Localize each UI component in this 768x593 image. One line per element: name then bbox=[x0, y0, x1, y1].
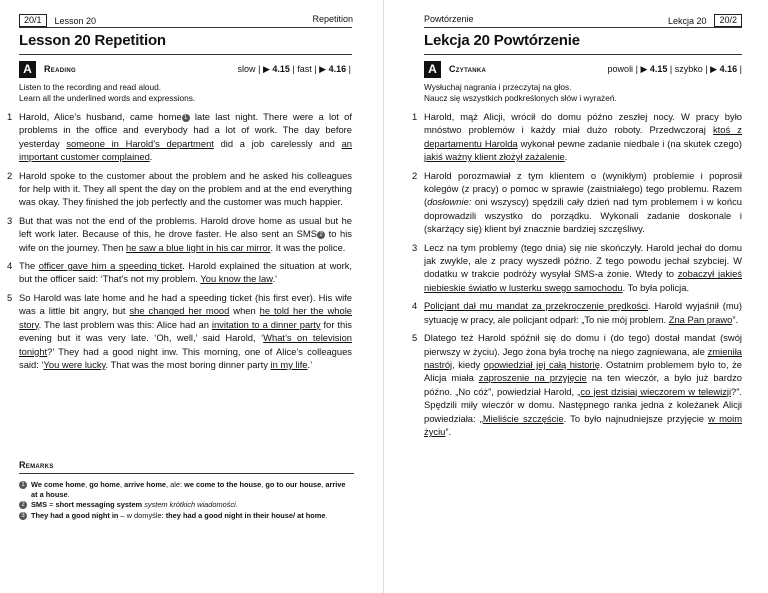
remarks-title: Remarks bbox=[19, 460, 54, 470]
instruction-line: Wysłuchaj nagrania i przeczytaj na głos. bbox=[424, 82, 572, 92]
track-fast: 4.16 bbox=[328, 64, 347, 74]
paragraph-number: 3 bbox=[412, 241, 418, 253]
text-run: The bbox=[19, 260, 39, 272]
underlined-phrase: zmieniła nastrój bbox=[424, 345, 742, 370]
text-run: when bbox=[229, 305, 260, 317]
instructions bbox=[19, 82, 195, 104]
header-topic bbox=[312, 14, 353, 24]
footnote-marker-icon: 1 bbox=[19, 481, 27, 489]
bold-phrase: they had a good night in their house/ at home bbox=[165, 510, 326, 520]
text-run: ?’ They had a good night inw. This morning, one of Alice’s colleagues said: ‘ bbox=[19, 345, 352, 370]
text-run: , bbox=[261, 480, 266, 489]
text-run: , bbox=[85, 480, 90, 489]
bold-phrase: short messaging system bbox=[55, 500, 143, 510]
separator: | bbox=[739, 64, 742, 74]
page-number: 20/2 bbox=[714, 14, 742, 27]
paragraph bbox=[412, 110, 742, 164]
text-run: Harold, Alice’s husband, came home bbox=[19, 111, 182, 122]
right-header bbox=[424, 14, 474, 24]
paragraph bbox=[7, 214, 352, 254]
paragraph bbox=[7, 169, 352, 209]
page-title: Lesson 20 Repetition bbox=[19, 32, 166, 49]
footnote-marker-icon: 1 bbox=[182, 114, 190, 122]
separator: | bbox=[292, 64, 295, 74]
speed-slow-label: powoli bbox=[607, 64, 634, 74]
section-name: Reading bbox=[44, 64, 76, 74]
section-name: Czytanka bbox=[449, 64, 487, 74]
text-run: na ten wieczór, a było już bardzo późno. „No cóż”, powiedział Harold, „ bbox=[424, 372, 743, 397]
paragraph bbox=[7, 110, 352, 164]
remark-item bbox=[19, 511, 354, 521]
underlined-phrase: he saw a blue light in his car mirror bbox=[126, 241, 271, 253]
text-run: for this evening but it was very late. ‘Oh, well,’ said Harold, ‘ bbox=[19, 318, 352, 344]
text-run: , ale: bbox=[166, 480, 185, 489]
instructions bbox=[424, 82, 617, 104]
text-run: So Harold was late home and he had a speeding ticket (his first ever). His wife was a little bit angry, but bbox=[19, 291, 352, 317]
underlined-phrase: co jest dzisiaj wieczorem w telewizji bbox=[580, 385, 732, 397]
text-run: , bbox=[119, 480, 125, 489]
underlined-phrase: opowiedział jej całą historię bbox=[483, 358, 600, 370]
audio-speeds bbox=[238, 64, 351, 75]
speed-fast-label: fast bbox=[297, 64, 312, 74]
text-run: Dlatego też Harold spóźnił się do domu i (do tego) dostał mandat (swój pierwszy w życiu). Jego żona była trochę na niego zagniewana, ale bbox=[424, 332, 742, 357]
paragraph-number: 1 bbox=[7, 111, 13, 122]
play-icon[interactable]: ▶ bbox=[262, 64, 270, 74]
text-run: late last night. There were a lot of problems in the office and everybody had a lot of work. The day before yesterday bbox=[19, 111, 352, 149]
underlined-phrase: in my life bbox=[270, 358, 308, 370]
underlined-phrase: she changed her mood bbox=[129, 305, 230, 317]
text-run: . bbox=[564, 151, 568, 163]
underlined-phrase: he told her the whole story bbox=[19, 305, 352, 330]
text-run: wykonał pewne zadanie niedbale i (na skutek czego) bbox=[517, 137, 742, 149]
header-rule bbox=[424, 27, 742, 28]
play-icon[interactable]: ▶ bbox=[710, 64, 718, 74]
section-letter: A bbox=[19, 61, 36, 78]
text-run: oni wszyscy) spędzili cały dzień nad tym problemem i w końcu doprowadzili wszystko do porządku. Wykonali zadanie doskonale i (skarżący się) klient był znacznie bardziej szczęśliwy. bbox=[424, 196, 742, 235]
separator: | bbox=[348, 64, 351, 74]
remarks-list bbox=[19, 480, 354, 520]
text-run: . To było najnudniejsze przyjęcie bbox=[563, 412, 709, 424]
text-run: . bbox=[325, 510, 328, 520]
underlined-phrase: w moim życiu bbox=[424, 412, 742, 437]
instruction-line: Listen to the recording and read aloud. bbox=[19, 82, 162, 92]
paragraph bbox=[7, 291, 352, 371]
text-run: . bbox=[235, 500, 238, 510]
paragraph-number: 4 bbox=[7, 260, 13, 272]
bold-phrase: arrive home bbox=[124, 480, 166, 489]
page-number: 20/1 bbox=[19, 14, 47, 27]
audio-speeds bbox=[608, 64, 742, 75]
section-rule bbox=[19, 54, 352, 55]
left-header bbox=[19, 14, 96, 27]
text-run: But that was not the end of the problems. Harold drove home as usual but he left work later. Because of this, he drove faster. He also sent an SMS bbox=[19, 214, 352, 240]
speed-fast-label: szybko bbox=[674, 64, 703, 74]
bold-phrase: We come home bbox=[31, 480, 86, 489]
underlined-phrase: zaproszenie na przyjęcie bbox=[478, 372, 587, 384]
separator: | bbox=[314, 64, 317, 74]
text-run: Harold spoke to the customer about the problem and he asked his colleagues for help with it. They all spent the day on the problem and at the end everything was okay. They finished the job perfectly and the customer was much happier. bbox=[19, 169, 352, 208]
remarks bbox=[19, 460, 354, 521]
underlined-phrase: Mieliście szczęście bbox=[482, 412, 564, 424]
text-run: . To była policja. bbox=[622, 281, 690, 293]
header-topic: Powtórzenie bbox=[424, 14, 474, 24]
play-icon[interactable]: ▶ bbox=[640, 64, 648, 74]
text-run: Harold porozmawiał z tym klientem o (wynikłym) problemie i poprosił kolegów (z pracy) o pomoc w sprawie (zaistniałego) tego problemu. Razem ( bbox=[424, 169, 742, 208]
text-run: . Harold explained the situation at work, but the officer said: ‘That’s not my problem. bbox=[19, 260, 353, 285]
underlined-phrase: jakiś ważny klient złożył zażalenie bbox=[424, 151, 565, 163]
underlined-phrase: someone in Harold’s department bbox=[66, 137, 214, 149]
paragraph-number: 3 bbox=[7, 214, 13, 226]
footnote-marker-icon: 3 bbox=[19, 512, 27, 520]
paragraph-number: 2 bbox=[7, 169, 13, 181]
text-run: – w domyśle: bbox=[118, 510, 166, 520]
reading-text bbox=[412, 110, 742, 443]
paragraph bbox=[412, 169, 742, 236]
right-header-right bbox=[668, 14, 742, 27]
section-rule bbox=[424, 54, 742, 55]
paragraph-number: 5 bbox=[7, 291, 13, 303]
right-page bbox=[384, 0, 768, 593]
underlined-phrase: officer gave him a speeding ticket bbox=[38, 260, 183, 272]
text-run: = bbox=[47, 500, 56, 510]
remarks-rule bbox=[19, 473, 354, 474]
text-run: . That was the most boring dinner party bbox=[105, 358, 271, 370]
text-run: ”. bbox=[445, 425, 452, 437]
track-fast: 4.16 bbox=[719, 64, 738, 74]
underlined-phrase: ktoś z departamentu Harolda bbox=[424, 124, 742, 149]
paragraph-number: 1 bbox=[412, 111, 418, 122]
text-run: to his wife on the journey. Then bbox=[19, 228, 352, 253]
header-rule bbox=[19, 27, 352, 28]
bold-phrase: arrive at a house bbox=[31, 480, 346, 499]
instruction-line: Learn all the underlined words and expressions. bbox=[19, 93, 196, 103]
bold-phrase: we come to the house bbox=[184, 480, 262, 489]
italic-phrase: system krótkich wiadomości bbox=[144, 500, 236, 510]
underlined-phrase: Policjant dał mu mandat za przekroczenie prędkości bbox=[424, 300, 648, 312]
text-run: did a job carelessly and bbox=[213, 137, 342, 149]
italic-phrase: dosłownie: bbox=[427, 196, 472, 208]
text-run: . bbox=[149, 151, 153, 163]
header-topic-text: Repetition bbox=[312, 14, 353, 24]
remark-item bbox=[19, 500, 354, 510]
paragraph bbox=[412, 331, 742, 438]
underlined-phrase: You were lucky bbox=[43, 358, 106, 370]
text-run: .’ bbox=[272, 273, 278, 285]
separator: | bbox=[705, 64, 708, 74]
paragraph bbox=[412, 241, 742, 295]
bold-phrase: SMS bbox=[31, 500, 48, 510]
header-lesson: Lekcja 20 bbox=[667, 15, 707, 26]
paragraph bbox=[7, 259, 352, 286]
page-title: Lekcja 20 Powtórzenie bbox=[424, 32, 580, 49]
text-run: . The last problem was this: Alice had an bbox=[38, 318, 212, 330]
paragraph-number: 2 bbox=[412, 169, 418, 181]
underlined-phrase: zobaczył jakieś niebieskie światło w lusterku swego samochodu bbox=[424, 268, 742, 293]
text-run: , bbox=[321, 480, 326, 489]
section-heading bbox=[424, 60, 486, 78]
track-slow: 4.15 bbox=[649, 64, 668, 74]
bold-phrase: They had a good night in bbox=[31, 510, 119, 520]
footnote-marker-icon: 2 bbox=[19, 501, 27, 509]
separator: | bbox=[635, 64, 638, 74]
separator: | bbox=[669, 64, 673, 74]
text-run: Harold, mąż Alicji, wrócił do domu późno zeszłej nocy. W pracy było mnóstwo problemów i każdy miał dużo roboty. Przedwczoraj bbox=[424, 111, 742, 136]
play-icon[interactable]: ▶ bbox=[319, 64, 327, 74]
text-run: . It was the police. bbox=[270, 241, 346, 253]
reading-text bbox=[7, 110, 352, 376]
text-run: , kiedy bbox=[452, 358, 484, 370]
underlined-phrase: invitation to a dinner party bbox=[211, 318, 321, 330]
paragraph bbox=[412, 299, 742, 326]
paragraph-number: 5 bbox=[412, 332, 418, 344]
bold-phrase: go to our house bbox=[265, 480, 322, 489]
underlined-phrase: You know the law bbox=[200, 273, 273, 285]
track-slow: 4.15 bbox=[272, 64, 290, 74]
text-run: ?”. Spędzili miły wieczór w domu. Następnego ranka jedna z koleżanek Alicji powiedziała: „ bbox=[424, 385, 742, 424]
remark-item bbox=[19, 480, 354, 499]
text-run: .’ bbox=[307, 358, 313, 370]
section-heading bbox=[19, 60, 76, 78]
footnote-marker-icon: 2 bbox=[317, 231, 325, 239]
section-letter: A bbox=[424, 61, 441, 78]
underlined-phrase: Zna Pan prawo bbox=[668, 313, 733, 325]
speed-slow-label: slow bbox=[237, 64, 256, 74]
header-lesson: Lesson 20 bbox=[54, 15, 97, 26]
text-run: . Harold wyjaśnił (mu) sytuację w pracy, ale policjant odparł: „To nie mój problem. bbox=[424, 300, 742, 325]
underlined-phrase: an important customer complained bbox=[19, 137, 353, 163]
bold-phrase: go home bbox=[89, 480, 120, 489]
text-run: . Ostatnim problemem było to, że Alicja miała bbox=[424, 358, 742, 384]
instruction-line: Naucz się wszystkich podkreślonych słów i wyrażeń. bbox=[424, 93, 617, 103]
underlined-phrase: What’s on television tonight bbox=[19, 332, 352, 357]
separator: | bbox=[258, 64, 261, 74]
paragraph-number: 4 bbox=[412, 300, 418, 312]
text-run: ”. bbox=[732, 313, 739, 325]
text-run: . bbox=[67, 489, 70, 499]
text-run: Lecz na tym problemy (tego dnia) się nie skończyły. Harold jechał do domu jak zwykle, ale z pracy wyszedł późno. Z tego powodu jechał szybciej. W dodatku w trakcie podróży wysyłał SMS-a żonie. Wtedy to bbox=[424, 241, 742, 280]
